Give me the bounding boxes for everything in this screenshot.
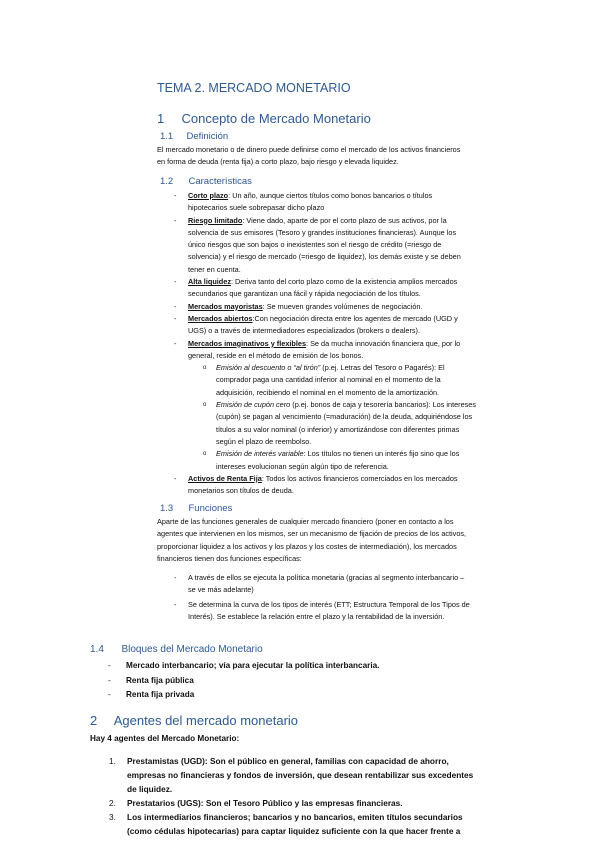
- sub-list-item: o Emisión de cupón cero (p.ej. bonos de caja y tesorería bancarios): Los intereses (cupón) se pagan al vencimiento (=maduración) de la deuda, adquiriéndose los títulos a su valor nominal (o inferior) y amortizándose con diferentes primas según el plazo de reembolso.: [216, 399, 476, 448]
- list-item: - Activos de Renta Fija: Todos los activos financieros comerciados en los mercados monetarios son títulos de deuda.: [188, 473, 476, 498]
- text-line: (cupón) se pagan al vencimiento (=maduración) de la deuda, adquiriéndose los: [216, 412, 473, 422]
- item-label: Activos de Renta Fija: [188, 473, 262, 483]
- text-line: adquisición, recibiendo el nominal en el momento de la amortización.: [216, 387, 440, 397]
- item-label: Emisión al descuento o “al tirón”: [216, 363, 321, 373]
- subsection-1-4-title: Bloques del Mercado Monetario: [121, 644, 263, 655]
- text-line: monetarios son títulos de deuda.: [188, 486, 294, 496]
- characteristics-list: [174, 190, 476, 497]
- item-label: Corto plazo: [188, 191, 229, 200]
- text-line: (p.ej. bonos de caja y tesorería bancarios): Los intereses: [290, 400, 476, 410]
- item-number: 1.: [109, 756, 116, 766]
- list-item: [109, 810, 473, 824]
- functions-paragraph: [157, 516, 466, 565]
- list-item: - Alta liquidez: Deriva tanto del corto plazo como de la existencia amplios mercados secundarios que garantizan una fácil y rápida negociación de los títulos.: [188, 276, 476, 301]
- item-label: Emisión de cupón cero: [216, 400, 291, 410]
- text-line: Renta fija privada: [126, 690, 195, 699]
- section-2-number: 2: [90, 713, 98, 728]
- text-line: solvencia de sus emisores (Tesoro y grandes instituciones financieras). Aunque los: [188, 227, 457, 237]
- text-line: : Se mueven grandes volúmenes de negociación.: [262, 301, 423, 311]
- text-line: comprador paga una cantidad inferior al nominal en el momento de la: [216, 375, 441, 385]
- list-item: [109, 754, 473, 768]
- subsection-1-1-title: Definición: [186, 131, 229, 142]
- text-line: : Los títulos no tienen un interés fijo sino que los: [303, 449, 460, 459]
- text-line: tener en cuenta.: [188, 264, 241, 274]
- section-2-title: Agentes del mercado monetario: [113, 713, 299, 728]
- sub-list-item: o Emisión al descuento o “al tirón” (p.ej. Letras del Tesoro o Pagarés): El comprador paga una cantidad inferior al nominal en el momento de la adquisición, recibiendo el nominal en el momento de la amortización.: [216, 362, 476, 399]
- list-item: - Renta fija pública: [108, 675, 194, 685]
- issuance-methods-list: [203, 362, 476, 473]
- item-label: Emisión de interés variable: [216, 449, 304, 459]
- item-label: Riesgo limitado: [188, 215, 243, 225]
- text-line: UGS) o a través de intermediadores especializados (brokers o dealers).: [188, 326, 420, 336]
- section-2-heading: [90, 713, 298, 728]
- text-line: empresas no financieras y fondos de inversión, que desean rentabilizar sus excedentes: [127, 770, 474, 780]
- item-number: 2.: [109, 798, 116, 808]
- list-item: [109, 796, 473, 810]
- subsection-1-4-number: 1.4: [90, 644, 104, 655]
- text-line: (p.ej. Letras del Tesoro o Pagarés): El: [320, 363, 445, 373]
- text-line: : Se da mucha innovación financiera que, por lo: [306, 338, 461, 348]
- list-item: - Riesgo limitado: Viene dado, aparte de por el corto plazo de sus activos, por la solvencia de sus emisores (Tesoro y grandes instituciones financieras). Aunque los único riesgos que son bajos o inexistentes son el riesgo de crédito (=riesgo de solvencia) y el riesgo de mercado (=riesgo de liquidez), los demás existe y se deben tener en cuenta.: [188, 215, 476, 276]
- text-line: Prestamistas (UGD): Son el público en general, familias con capacidad de ahorro,: [127, 756, 449, 766]
- text-line: : Un año, aunque ciertos títulos como bonos bancarios o títulos: [228, 191, 433, 200]
- subsection-1-3-heading: [160, 503, 232, 514]
- text-line: hipotecarios suele sobrepasar dicho plazo: [188, 203, 325, 213]
- item-label: Alta liquidez: [188, 277, 231, 287]
- text-line: títulos a su valor nominal (o inferior) y amortizándose con diferentes primas: [216, 424, 460, 434]
- text-line: :Con negociación directa entre los agentes de mercado (UGD y: [252, 313, 458, 323]
- text-line: único riesgos que son bajos o inexistentes son el riesgo de crédito (=riesgo de: [188, 240, 442, 250]
- subsection-1-2-number: 1.2: [160, 176, 174, 187]
- subsection-1-3-number: 1.3: [160, 503, 174, 514]
- list-item: - Mercado interbancario; vía para ejecutar la política interbancaria.: [108, 661, 380, 670]
- list-item: - Mercados imaginativos y flexibles: Se da mucha innovación financiera que, por lo general, reside en el método de emisión de los bonos. o Emisión al descuento o “al tirón” (p.ej. Letras del Tesoro o Pagarés): El comprador paga una cantidad inferior al nominal en el momento de la adquisición, recibiendo el nominal en el momento de la amortización. o Emisión de cupón cero (p.ej. bonos de caja y tesorería bancarios): Los intereses (cupón) se pagan al vencimiento (=maduración) de la deuda, adquiriéndose los títulos a su valor nominal (o inferior) y amortizándose con diferentes primas según el plazo de reembolso. o Emisión de interés variable: Los títulos no tienen un interés fijo sino que los intereses evolucionan según algún tipo de referencia.: [188, 338, 476, 473]
- text-line: : Deriva tanto del corto plazo como de la existencia amplios mercados: [230, 277, 458, 287]
- text-line: intereses evolucionan según algún tipo de referencia.: [216, 461, 389, 471]
- text-line: Los intermediarios financieros; bancarios y no bancarios, emiten títulos secundarios: [127, 812, 463, 822]
- text-line: Renta fija pública: [126, 675, 194, 685]
- item-number: 3.: [109, 812, 116, 822]
- blocks-list: [108, 659, 380, 703]
- text-line: A través de ellos se ejecuta la política monetaria (gracias al segmento interbancario –: [188, 573, 465, 582]
- list-item: - Mercados mayoristas: Se mueven grandes volúmenes de negociación.: [174, 301, 423, 311]
- sub-list-item: o Emisión de interés variable: Los títulos no tienen un interés fijo sino que los intereses evolucionan según algún tipo de referencia.: [216, 448, 476, 473]
- section-1-title: Concepto de Mercado Monetario: [181, 111, 371, 126]
- text-line: de liquidez.: [127, 784, 173, 794]
- item-label: Mercados imaginativos y flexibles: [188, 338, 307, 348]
- definition-paragraph: [157, 144, 460, 169]
- agents-list: [109, 754, 474, 838]
- item-label: Mercados mayoristas: [188, 301, 263, 311]
- list-item: - Corto plazo: Un año, aunque ciertos títulos como bonos bancarios o títulos hipotecarios suele sobrepasar dicho plazo: [188, 190, 476, 215]
- text-line: Prestatarios (UGS): Son el Tesoro Público y las empresas financieras.: [127, 798, 403, 808]
- text-line: general, reside en el método de emisión de los bonos.: [188, 350, 364, 360]
- section-1-heading: [157, 111, 371, 126]
- text-line: Aparte de las funciones generales de cualquier mercado financiero (poner en contacto a los: [157, 517, 454, 526]
- text-line: se ve más adelante): [188, 585, 254, 595]
- text-line: proporcionar liquidez a los activos y los plazos y los costes de intermediación), los mercados: [157, 541, 457, 551]
- text-line: : Todos los activos financieros comerciados en los mercados: [261, 473, 458, 483]
- subsection-1-1-number: 1.1: [160, 131, 174, 142]
- item-label: Mercados abiertos: [188, 313, 253, 323]
- subsection-1-1-heading: [160, 131, 228, 142]
- section-1-number: 1: [157, 111, 165, 126]
- text-line: financieros tienen dos funciones específicas:: [157, 553, 302, 563]
- subsection-1-3-title: Funciones: [188, 503, 233, 514]
- text-line: agentes que intervienen en los mismos, ser un mecanismo de fijación de precios de los activos,: [157, 529, 467, 539]
- subsection-1-2-heading: [160, 176, 252, 187]
- agents-intro: Hay 4 agentes del Mercado Monetario:: [90, 734, 240, 743]
- text-line: El mercado monetario o de dinero puede definirse como el mercado de los activos financieros: [157, 145, 461, 154]
- text-line: Mercado interbancario; vía para ejecutar la política interbancaria.: [126, 661, 380, 670]
- list-item: - A través de ellos se ejecuta la política monetaria (gracias al segmento interbancario – se ve más adelante): [188, 572, 470, 597]
- subsection-1-4-heading: [90, 644, 263, 655]
- text-line: solvencia) y el riesgo de mercado (=riesgo de liquidez), los demás existe y se deben: [188, 252, 461, 262]
- text-line: (como cédulas hipotecarias) para captar liquidez suficiente con la que hacer frente a: [127, 826, 461, 836]
- functions-list: [174, 572, 470, 623]
- list-item: - Renta fija privada: [108, 690, 195, 699]
- text-line: secundarios que garantizan una fácil y rápida negociación de los títulos.: [188, 289, 421, 299]
- text-line: Interés). Se establece la relación entre el plazo y la rentabilidad de la inversión.: [188, 611, 445, 621]
- text-line: en forma de deuda (renta fija) a corto plazo, bajo riesgo y elevada liquidez.: [157, 157, 399, 167]
- text-line: Se determina la curva de los tipos de interés (ETT; Estructura Temporal de los Tipos de: [188, 599, 470, 609]
- list-item: - Se determina la curva de los tipos de interés (ETT; Estructura Temporal de los Tipos de Interés). Se establece la relación entre el plazo y la rentabilidad de la inversión.: [188, 599, 470, 624]
- text-line: : Viene dado, aparte de por el corto plazo de sus activos, por la: [242, 215, 447, 225]
- subsection-1-2-title: Características: [188, 176, 252, 187]
- page-title: TEMA 2. MERCADO MONETARIO: [157, 81, 351, 95]
- list-item: - Mercados abiertos:Con negociación directa entre los agentes de mercado (UGD y UGS) o a través de intermediadores especializados (brokers o dealers).: [188, 313, 476, 338]
- text-line: según el plazo de reembolso.: [216, 436, 312, 446]
